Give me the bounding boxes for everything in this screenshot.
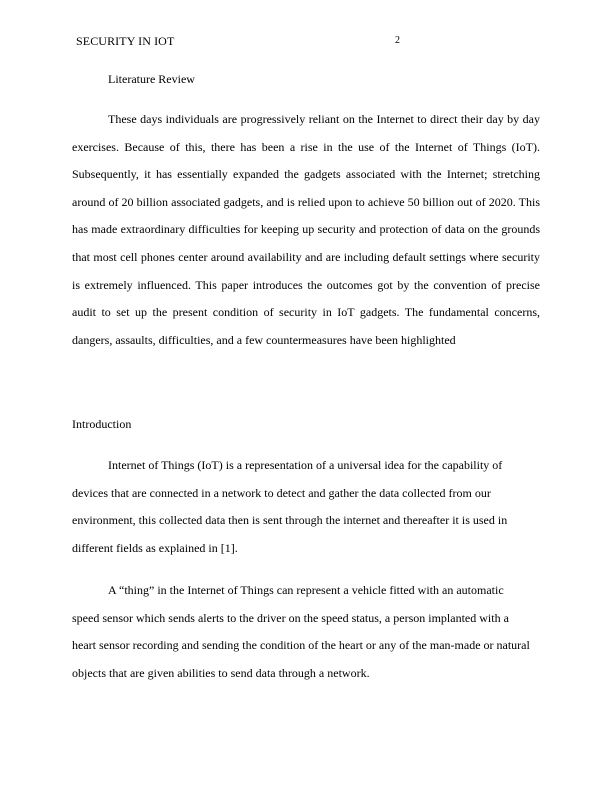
introduction-paragraph-1: Internet of Things (IoT) is a representation of a universal idea for the capability of devices that are connected in a network to detect and gather the data collected from our environment, this collected data then is sent through the internet and thereafter it is used in different fields as explained in [1]. [72,458,508,555]
page-number: 2 [395,35,400,46]
introduction-paragraph-2: A “thing” in the Internet of Things can represent a vehicle fitted with an automatic speed sensor which sends alerts to the driver on the speed status, a person implanted with a heart sensor recording and sending the condition of the heart or any of the man-made or natural objects that are given abilities to send data through a network. [72,583,530,680]
running-head: SECURITY IN IOT [76,34,175,48]
literature-review-heading: Literature Review [108,72,195,86]
literature-review-paragraph: These days individuals are progressively reliant on the Internet to direct their day by day exercises. Because of this, there has been a rise in the use of the Internet of Things (IoT). Subsequently, it has essentially expanded the gadgets associated with the Internet; stretching around of 20 billion associated gadgets, and is relied upon to achieve 50 billion out of 2020. This has made extraordinary difficulties for keeping up security and protection of data on the grounds that most cell phones center around availability and are including default settings where security is extremely influenced. This paper introduces the outcomes got by the convention of precise audit to set up the present condition of security in IoT gadgets. The fundamental concerns, dangers, assaults, difficulties, and a few countermeasures have been highlighted [72,112,540,347]
introduction-heading: Introduction [72,417,132,431]
